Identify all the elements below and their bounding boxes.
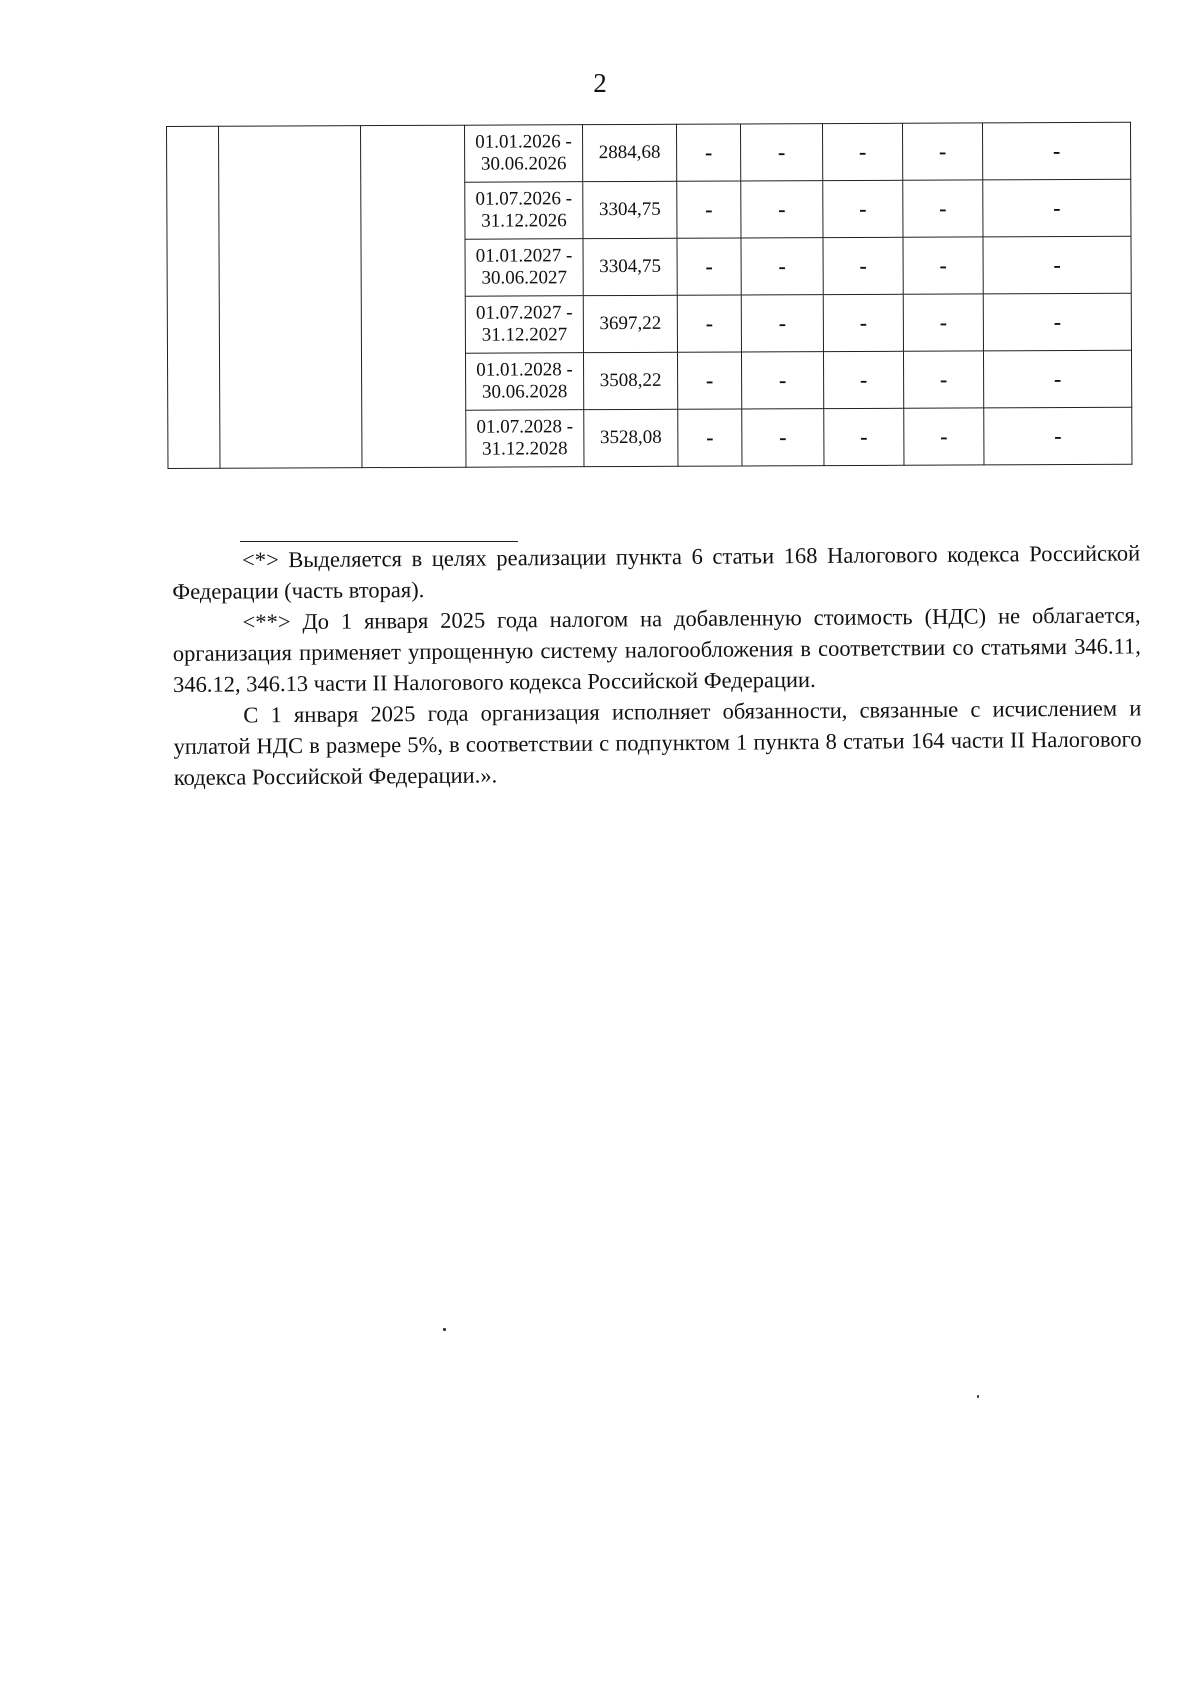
period-end: 31.12.2028 <box>482 438 568 460</box>
dash-cell: - <box>742 409 824 466</box>
period-end: 30.06.2027 <box>481 267 567 289</box>
dash-cell: - <box>741 238 823 295</box>
tariff-value: 3508,22 <box>583 352 677 409</box>
empty-merged-cell-2 <box>219 126 362 469</box>
tariff-value: 3697,22 <box>583 295 677 352</box>
period-end: 30.06.2028 <box>481 381 568 403</box>
dash-cell: - <box>983 236 1131 294</box>
dash-cell: - <box>740 124 822 181</box>
period-cell <box>465 239 583 297</box>
dash-cell: - <box>903 351 983 408</box>
scan-speck <box>977 1395 979 1398</box>
period-cell <box>465 296 583 354</box>
table-row <box>167 122 1131 183</box>
dash-cell: - <box>984 407 1132 465</box>
dash-cell: - <box>678 409 742 466</box>
dash-cell: - <box>902 123 982 180</box>
dash-cell: - <box>677 238 741 295</box>
dash-cell: - <box>982 122 1130 180</box>
empty-merged-cell-1 <box>167 126 220 468</box>
period-start: 01.07.2028 - <box>476 416 574 438</box>
dash-cell: - <box>904 408 984 465</box>
period-start: 01.01.2027 - <box>475 245 573 267</box>
period-start: 01.07.2027 - <box>475 302 573 324</box>
dash-cell: - <box>823 237 903 294</box>
period-start: 01.01.2028 - <box>476 359 573 381</box>
dash-cell: - <box>822 123 902 180</box>
page-number: 2 <box>593 68 607 98</box>
period-cell <box>465 353 583 411</box>
dash-cell: - <box>903 180 983 237</box>
dash-cell: - <box>676 124 740 181</box>
scan-speck <box>443 1328 446 1331</box>
dash-cell: - <box>741 352 823 409</box>
period-cell <box>464 125 582 183</box>
dash-cell: - <box>677 352 741 409</box>
empty-merged-cell-3 <box>361 125 466 467</box>
tariff-table <box>166 122 1132 469</box>
tariff-value: 3304,75 <box>583 181 677 238</box>
tariff-value: 3528,08 <box>584 409 678 466</box>
period-cell <box>466 410 584 468</box>
footnote-vat-from-2025: С 1 января 2025 года организация исполняет обязанности, связанные с исчислением и уплатой НДС в размере 5%, в соответствии с подпунктом 1 пункта 8 статьи 164 части II Налогового кодекса Российской Федерации.». <box>173 695 1142 790</box>
dash-cell: - <box>983 179 1131 237</box>
dash-cell: - <box>823 351 903 408</box>
dash-cell: - <box>983 350 1131 408</box>
footnote-vat-exemption: <**> До 1 января 2025 года налогом на добавленную стоимость (НДС) не облагается, организация применяет упрощенную систему налогообложения в соответствии со статьями 346.11, 346.12, 346.13 части II Налогового кодекса Российской Федерации. <box>172 602 1141 697</box>
dash-cell: - <box>677 181 741 238</box>
tariff-value: 3304,75 <box>583 238 677 295</box>
period-start: 01.07.2026 - <box>475 188 573 210</box>
dash-cell: - <box>741 181 823 238</box>
period-cell <box>465 182 583 240</box>
dash-cell: - <box>677 295 741 352</box>
period-end: 31.12.2026 <box>481 210 567 232</box>
period-end: 30.06.2026 <box>480 153 567 175</box>
footnote-vat-allocation: <*> Выделяется в целях реализации пункта 6 статьи 168 Налогового кодекса Российской Федерации (часть вторая). <box>172 540 1141 604</box>
dash-cell: - <box>824 408 904 465</box>
dash-cell: - <box>741 295 823 352</box>
footnotes <box>172 537 1142 793</box>
period-end: 31.12.2027 <box>481 324 568 346</box>
dash-cell: - <box>903 237 983 294</box>
dash-cell: - <box>903 294 983 351</box>
tariff-value: 2884,68 <box>582 124 676 181</box>
dash-cell: - <box>983 293 1131 351</box>
dash-cell: - <box>823 180 903 237</box>
dash-cell: - <box>823 294 903 351</box>
period-start: 01.01.2026 - <box>475 131 572 153</box>
